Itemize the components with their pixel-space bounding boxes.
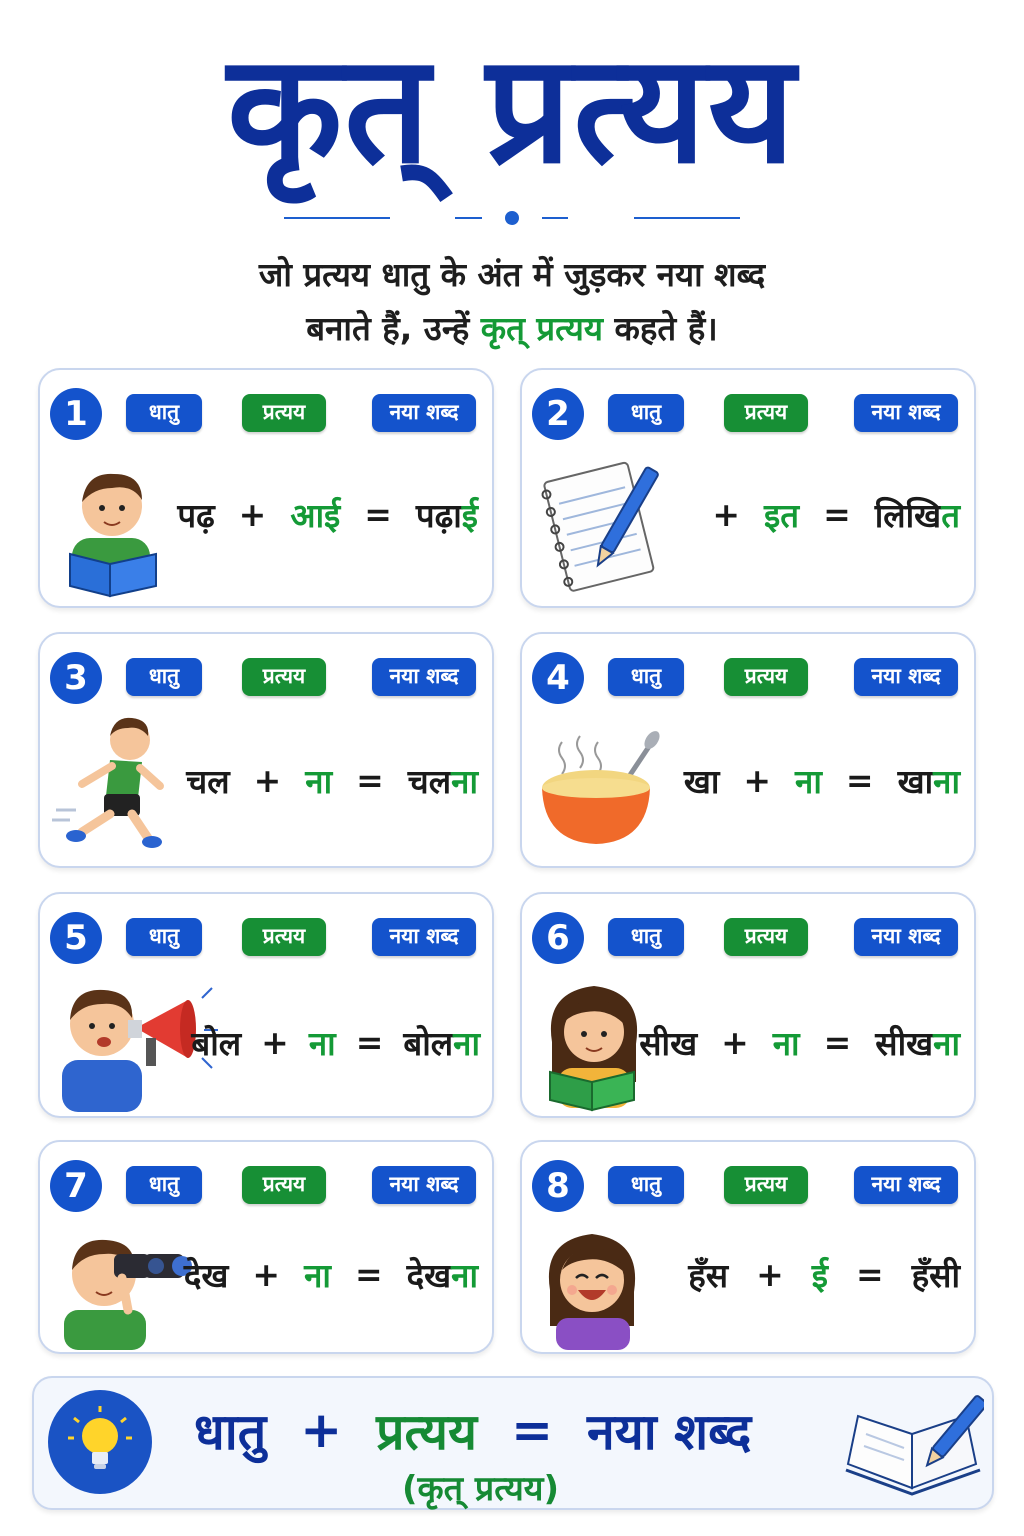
lightbulb-badge [48, 1390, 152, 1494]
equation [177, 484, 478, 544]
equals-sign: = [845, 760, 874, 800]
pratyay-label: प्रत्यय [242, 918, 326, 956]
formula-naya-shabd: नया शब्द [586, 1403, 752, 1461]
formula-plus: + [300, 1401, 343, 1459]
dhatu-label: धातु [608, 1166, 684, 1204]
card-number: 3 [50, 652, 102, 704]
equation [688, 484, 960, 544]
pratyay-label: प्रत्यय [242, 394, 326, 432]
naya-shabd-label: नया शब्द [372, 394, 476, 432]
suffix-word: आई [290, 495, 341, 535]
suffix-word: ना [304, 1255, 331, 1295]
card-number: 8 [532, 1160, 584, 1212]
root-word: हँस [688, 1255, 729, 1295]
example-card-4 [520, 632, 976, 868]
formula-note: (कृत् प्रत्यय) [402, 1469, 560, 1509]
card-number: 5 [50, 912, 102, 964]
naya-shabd-label: नया शब्द [372, 658, 476, 696]
dhatu-label: धातु [608, 658, 684, 696]
notebook-pencil-icon [534, 458, 664, 594]
dhatu-label: धातु [126, 658, 202, 696]
root-word: देख [183, 1255, 229, 1295]
girl-reading-icon [534, 972, 654, 1112]
card-number: 7 [50, 1160, 102, 1212]
plus-sign: + [252, 1254, 281, 1294]
result-word: बोलना [403, 1023, 480, 1063]
lightbulb-icon [48, 1390, 152, 1494]
suffix-word: ना [795, 761, 822, 801]
definition-text [112, 248, 912, 357]
root-word: बोल [191, 1023, 242, 1063]
result-word: हँस [911, 1255, 960, 1295]
equals-sign: = [354, 1254, 383, 1294]
root-word: चल [186, 761, 230, 801]
result-word: लिखित [874, 495, 960, 535]
equation [639, 1012, 960, 1072]
equals-sign: = [855, 1254, 884, 1294]
equation [191, 1012, 480, 1072]
formula-equals: = [511, 1401, 553, 1459]
result-word: खाना [897, 761, 960, 801]
naya-shabd-label: नया शब्द [854, 918, 958, 956]
example-card-5 [38, 892, 494, 1118]
suffix-word: ना [308, 1023, 336, 1063]
equation [688, 1244, 960, 1304]
result-word: पढ़ाई [415, 495, 478, 535]
dhatu-label: धातु [608, 394, 684, 432]
formula [194, 1396, 751, 1464]
formula-banner [32, 1376, 994, 1510]
result-word: सीखना [875, 1023, 960, 1063]
suffix-word: ना [305, 761, 333, 801]
plus-sign: + [253, 760, 282, 800]
food-bowl-icon [534, 724, 664, 850]
example-card-3 [38, 632, 494, 868]
boy-reading-icon [52, 458, 170, 598]
root-word: खा [683, 761, 720, 801]
naya-shabd-label: नया शब्द [372, 918, 476, 956]
dhatu-label: धातु [608, 918, 684, 956]
result-word: चलना [407, 761, 478, 801]
pratyay-label: प्रत्यय [724, 658, 808, 696]
equals-sign: = [823, 494, 851, 534]
suffix-word: इत [764, 495, 800, 535]
naya-shabd-label: नया शब्द [372, 1166, 476, 1204]
dhatu-label: धातु [126, 394, 202, 432]
equation [684, 750, 960, 810]
pratyay-label: प्रत्यय [242, 658, 326, 696]
pratyay-label: प्रत्यय [724, 1166, 808, 1204]
card-number: 2 [532, 388, 584, 440]
equals-sign: = [364, 494, 392, 534]
plus-sign: + [238, 494, 267, 534]
open-book-pencil-icon [842, 1394, 984, 1498]
card-number: 1 [50, 388, 102, 440]
suffix-word: ई [811, 1255, 828, 1295]
page-title: कृत् प्रत्यय [227, 23, 797, 197]
plus-sign: + [743, 760, 772, 800]
example-card-2 [520, 368, 976, 608]
naya-shabd-label: नया शब्द [854, 394, 958, 432]
root-word: पढ़ [177, 495, 215, 535]
naya-shabd-label: नया शब्द [854, 658, 958, 696]
dhatu-label: धातु [126, 918, 202, 956]
plus-sign: + [721, 1022, 749, 1062]
definition-line-2: बनाते हैं, उन्हें कृत् प्रत्यय कहते हैं। [306, 309, 718, 349]
formula-pratyay: प्रत्यय [376, 1403, 478, 1461]
pratyay-label: प्रत्यय [724, 918, 808, 956]
dhatu-label: धातु [126, 1166, 202, 1204]
equals-sign: = [355, 1022, 384, 1062]
pratyay-label: प्रत्यय [242, 1166, 326, 1204]
result-word: देखना [406, 1255, 478, 1295]
card-number: 6 [532, 912, 584, 964]
example-card-7 [38, 1140, 494, 1354]
example-card-8 [520, 1140, 976, 1354]
boy-running-icon [52, 710, 176, 850]
girl-laughing-icon [534, 1218, 652, 1350]
formula-dhatu: धातु [194, 1403, 267, 1461]
pratyay-label: प्रत्यय [724, 394, 808, 432]
root-word: सीख [639, 1023, 698, 1063]
plus-sign: + [756, 1254, 784, 1294]
example-card-1 [38, 368, 494, 608]
plus-sign: + [261, 1022, 289, 1062]
suffix-word: ना [772, 1023, 800, 1063]
equation [184, 1244, 478, 1304]
example-card-6 [520, 892, 976, 1118]
boy-binoculars-icon [52, 1218, 192, 1350]
naya-shabd-label: नया शब्द [854, 1166, 958, 1204]
equals-sign: = [823, 1022, 852, 1062]
equals-sign: = [356, 760, 384, 800]
definition-line-1: जो प्रत्यय धातु के अंत में जुड़कर नया शब्द [258, 255, 766, 294]
plus-sign: + [712, 494, 741, 534]
equation [186, 750, 478, 810]
title-divider [0, 210, 1024, 230]
card-number: 4 [532, 652, 584, 704]
